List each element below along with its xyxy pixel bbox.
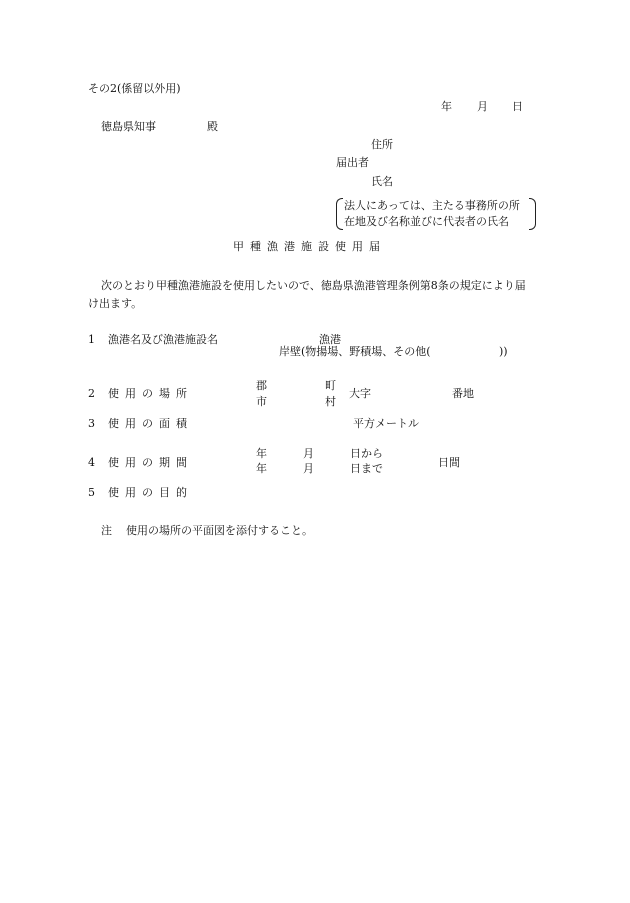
item5-number: 5 xyxy=(88,486,95,499)
item2-number: 2 xyxy=(88,387,95,400)
corp-note-line1: 法人にあっては、主たる事務所の所 xyxy=(344,199,520,212)
item1-label: 漁港名及び漁港施設名 xyxy=(108,333,218,346)
date-month: 月 xyxy=(477,100,488,113)
name-label: 氏名 xyxy=(371,175,393,188)
document-title: 甲種漁港施設使用届 xyxy=(233,240,386,253)
body-text-line1: 次のとおり甲種漁港施設を使用したいので、徳島県漁港管理条例第8条の規定により届 xyxy=(101,279,526,292)
item2-gun: 郡 xyxy=(256,379,267,392)
note-text: 使用の場所の平面図を添付すること。 xyxy=(126,524,313,537)
item1-facility-close: )) xyxy=(499,345,508,358)
item2-oaza: 大字 xyxy=(349,387,371,400)
item2-label: 使用の場所 xyxy=(108,387,193,400)
item1-facility-text: 岸壁(物揚場、野積場、その他( xyxy=(279,345,431,358)
date-year: 年 xyxy=(441,100,452,113)
note-label: 注 xyxy=(101,524,112,537)
item3-unit: 平方メートル xyxy=(353,417,419,430)
item3-number: 3 xyxy=(88,417,95,430)
item1-port-suffix: 漁港 xyxy=(319,333,341,346)
item4-year1: 年 xyxy=(256,447,267,460)
address-label: 住所 xyxy=(371,138,393,151)
item2-shi: 市 xyxy=(256,395,267,408)
item5-label: 使用の目的 xyxy=(108,486,193,499)
addressee-name: 徳島県知事 xyxy=(101,120,156,133)
item3-label: 使用の面積 xyxy=(108,417,193,430)
form-number: その2(係留以外用) xyxy=(88,82,181,95)
item2-machi: 町 xyxy=(325,379,336,392)
corp-note-line2: 在地及び名称並びに代表者の氏名 xyxy=(344,215,509,228)
item4-month2: 月 xyxy=(303,462,314,475)
addressee-honorific: 殿 xyxy=(207,120,218,133)
item4-number: 4 xyxy=(88,456,95,469)
item4-to: 日まで xyxy=(350,462,383,475)
date-day: 日 xyxy=(512,100,523,113)
applicant-role-label: 届出者 xyxy=(336,156,369,169)
body-text-line2: け出ます。 xyxy=(88,297,143,310)
item4-from: 日から xyxy=(350,447,383,460)
item4-days: 日間 xyxy=(438,456,460,469)
item4-label: 使用の期間 xyxy=(108,456,193,469)
item4-year2: 年 xyxy=(256,462,267,475)
item1-number: 1 xyxy=(88,333,95,346)
item4-month1: 月 xyxy=(303,447,314,460)
item2-banchi: 番地 xyxy=(452,387,474,400)
item2-mura: 村 xyxy=(325,395,336,408)
